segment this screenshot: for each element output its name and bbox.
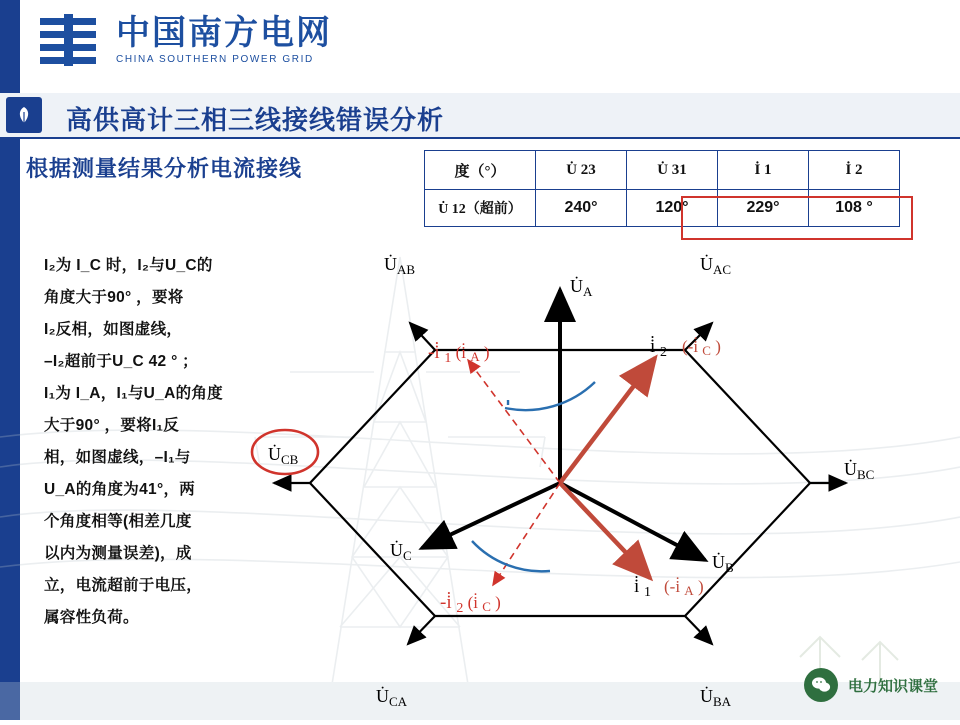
wechat-account-icon	[804, 668, 838, 702]
phasor-diagram	[250, 230, 950, 720]
paragraph-line: 属容性负荷。	[44, 609, 139, 626]
stamp-label: 电力知识课堂	[847, 677, 938, 695]
table-header-u31: U̇ 31	[627, 151, 718, 190]
label-uba: $U̇_{BA}$	[700, 686, 732, 709]
paragraph-line: 以内为测量误差)，成	[44, 545, 192, 562]
diagram-labels	[268, 253, 874, 709]
table-row	[425, 190, 900, 227]
label-neg-i2: -i̇ $_2$ (i̇ C )	[440, 592, 501, 616]
paragraph-line: –I₂超前于U_C 42 ° ；	[44, 353, 198, 370]
label-i1: i̇ $_1$	[634, 576, 652, 600]
angle-arcs	[472, 382, 595, 571]
label-neg-i1: -i̇ $_1$ (i̇ A )	[428, 342, 490, 366]
paragraph-line: 角度大于90° ，要将	[44, 289, 184, 306]
label-ua: $U̇_A$	[570, 276, 593, 299]
label-i2-note: (-i̇ C )	[682, 337, 721, 358]
table-header-i1: İ 1	[718, 151, 809, 190]
logo-english-name: CHINA SOUTHERN POWER GRID	[116, 54, 314, 65]
analysis-paragraph	[44, 250, 259, 634]
table-header-row	[425, 151, 900, 190]
measurement-table	[424, 150, 900, 227]
paragraph-line: I₁为 I_A，I₁与U_A的角度	[44, 385, 223, 402]
label-ucb: $U̇_{CB}$	[268, 444, 299, 467]
label-i1-note: (-i̇ A )	[664, 577, 704, 598]
wechat-account-stamp	[804, 668, 938, 702]
paragraph-line: 个角度相等(相差几度	[44, 513, 192, 530]
paragraph-line: I₂反相，如图虚线，	[44, 321, 183, 338]
paragraph-line: I₂为 I_C 时，I₂与U_C的	[44, 257, 213, 274]
label-ub: $U̇_B$	[712, 552, 734, 575]
label-uac: $U̇_{AC}$	[700, 254, 732, 277]
table-row-label: U̇ 12（超前）	[425, 190, 536, 227]
table-header-degree: 度（°）	[425, 151, 536, 190]
paragraph-line: U_A的角度为41°，两	[44, 481, 196, 498]
paragraph-line: 大于90° ，要将I₁反	[44, 417, 180, 434]
leaf-badge-icon	[6, 97, 42, 133]
brand-logo	[40, 14, 332, 66]
current-labels	[428, 334, 721, 616]
table-header-i2: İ 2	[809, 151, 900, 190]
table-header-u23: U̇ 23	[536, 151, 627, 190]
paragraph-line: 立，电流超前于电压，	[44, 577, 203, 594]
table-cell-i2: 108 °	[809, 190, 900, 227]
current-vectors	[560, 358, 655, 578]
paragraph-line: 相，如图虚线，–I₁与	[44, 449, 191, 466]
table-cell-u23: 240°	[536, 190, 627, 227]
section-subtitle: 根据测量结果分析电流接线	[26, 156, 303, 181]
label-uca: $U̇_{CA}$	[376, 686, 408, 709]
southern-power-grid-logo-icon	[40, 14, 102, 66]
logo-chinese-name: 中国南方电网	[116, 14, 332, 52]
label-i2: i̇ $_2$	[650, 336, 668, 360]
label-ubc: $U̇_{BC}$	[844, 459, 875, 482]
phase-vectors	[422, 290, 705, 560]
page-title: 高供高计三相三线接线错误分析	[66, 105, 445, 135]
label-uab: $U̇_{AB}$	[384, 254, 416, 277]
table-cell-u31: 120°	[627, 190, 718, 227]
label-uc: $U̇_C$	[390, 540, 412, 563]
table-cell-i1: 229°	[718, 190, 809, 227]
